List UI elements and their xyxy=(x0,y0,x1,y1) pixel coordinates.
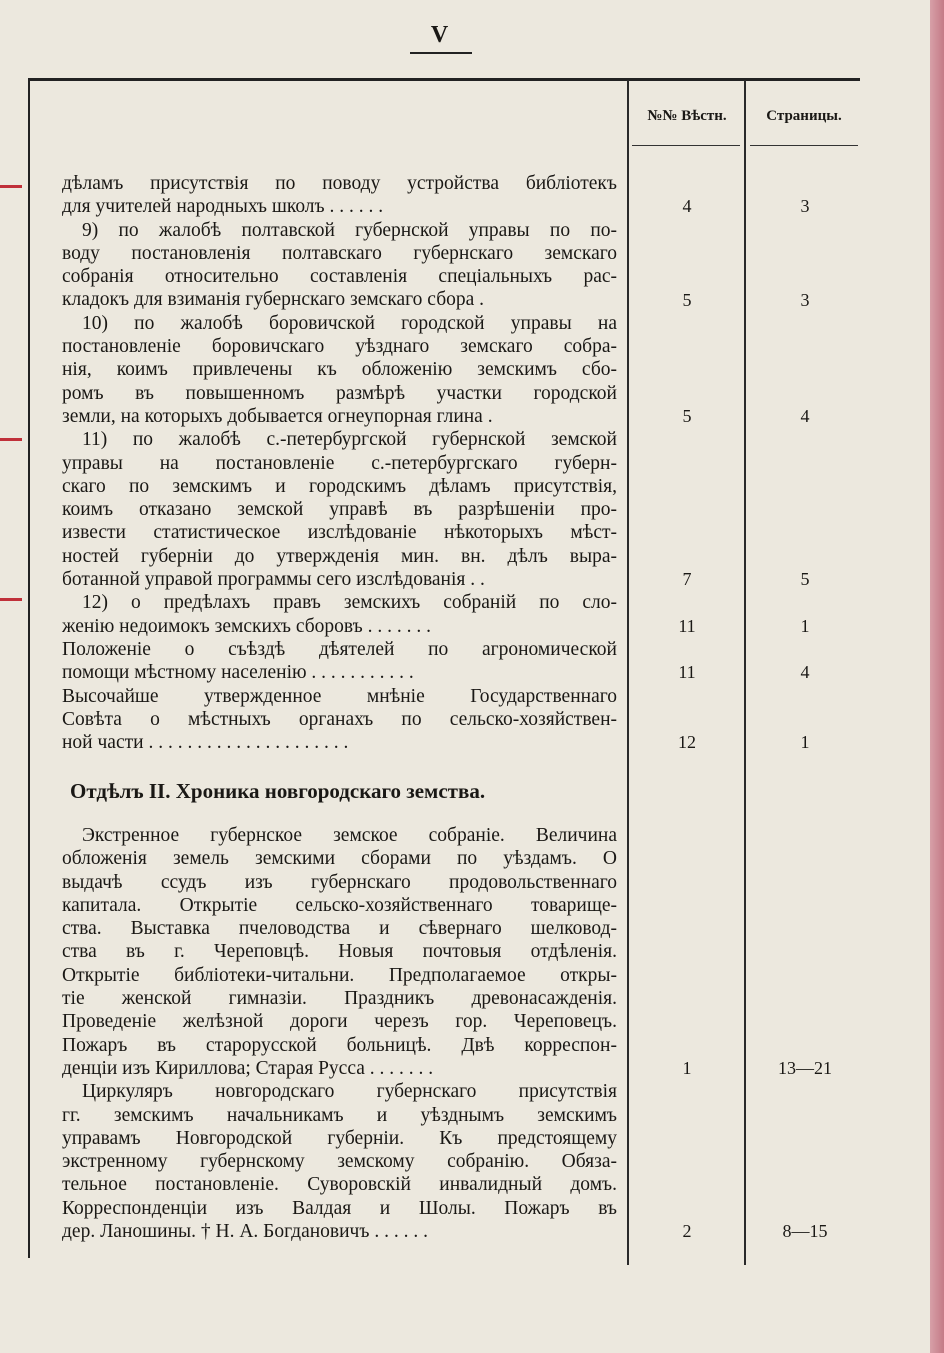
entry-line: помощи мѣстному населенію . . . . . . . . . . . xyxy=(62,662,414,684)
entry-line: ной части . . . . . . . . . . . . . . . . . . . . . xyxy=(62,732,349,754)
entry-line: ства. Выставка пчеловодства и сѣвернаго шелковод- xyxy=(62,918,617,940)
entry-line: Высочайше утвержденное мнѣніе Государственнаго xyxy=(62,685,617,707)
entry-line: для учителей народныхъ школъ . . . . . . xyxy=(62,196,384,218)
entry-line: 9) по жалобѣ полтавской губернской управы по по- xyxy=(82,219,617,241)
margin-mark xyxy=(0,438,22,441)
page-range: 1 xyxy=(800,732,810,753)
entry-line: тіе женской гимназіи. Праздникъ древонасажденія. xyxy=(62,988,617,1010)
entry-line: нія, коимъ привлечены къ обложенію земскимъ сбо- xyxy=(62,359,617,381)
issue-number: 1 xyxy=(682,1058,692,1078)
issue-number: 11 xyxy=(678,615,696,636)
entry-line: 10) по жалобѣ боровичской городской управы на xyxy=(82,312,617,334)
page-range: 8—15 xyxy=(782,1221,828,1242)
entry-line: Совѣта о мѣстныхъ органахъ по сельско-хозяйствен- xyxy=(62,708,617,730)
entry-line: Пожаръ въ старорусской больницѣ. Двѣ корреспон- xyxy=(62,1034,617,1056)
page-range: 13—21 xyxy=(778,1058,832,1078)
entries-block-a xyxy=(62,172,617,754)
page-range: 4 xyxy=(800,406,810,426)
entry-line: тельное постановленіе. Суворовскій инвалидный домъ. xyxy=(62,1174,617,1196)
entry-line: собранія относительно составленія спеціальныхъ рас- xyxy=(62,266,617,288)
entry-line: денціи изъ Кириллова; Старая Русса . . . . . . . xyxy=(62,1057,434,1079)
issue-number: 11 xyxy=(678,662,696,683)
page-range: 5 xyxy=(800,569,810,590)
page-range: 3 xyxy=(800,196,810,217)
column-divider-pages xyxy=(744,80,746,1265)
entry-line: выдачѣ ссудъ изъ губернскаго продовольственнаго xyxy=(62,871,617,893)
entry-line: капитала. Открытіе сельско-хозяйственнаго товарище- xyxy=(62,894,617,916)
header-underline-pages xyxy=(750,145,858,146)
issue-number: 4 xyxy=(682,196,692,217)
entry-line: дер. Ланошины. † Н. А. Богдановичъ . . . . . . xyxy=(62,1221,428,1243)
entry-line: Положеніе о съѣздѣ дѣятелей по агрономической xyxy=(62,638,617,660)
section-title: Отдѣлъ II. Хроника новгородскаго земства. xyxy=(70,779,486,803)
entries-block-b xyxy=(62,824,617,1243)
entry-line: Проведеніе желѣзной дороги черезъ гор. Череповецъ. xyxy=(62,1011,617,1033)
entry-line: ностей губерніи до утвержденія мин. вн. дѣлъ выра- xyxy=(62,545,617,567)
issue-number: 12 xyxy=(678,732,696,753)
entry-line: извести статистическое изслѣдованіе нѣкоторыхъ мѣст- xyxy=(62,522,617,544)
adjacent-page-edge xyxy=(930,0,944,1353)
entry-line: 11) по жалобѣ с.-петербургской губернской земской xyxy=(82,429,617,451)
entry-line: Циркуляръ новгородскаго губернскаго присутствія xyxy=(82,1081,617,1103)
issue-number: 7 xyxy=(682,569,692,590)
entry-line: гг. земскимъ начальникамъ и уѣзднымъ земскимъ xyxy=(62,1104,617,1126)
entry-line: управы на постановленіе с.-петербургскаго губерн- xyxy=(62,452,617,474)
entry-line: коимъ отказано земской управѣ въ разрѣшеніи про- xyxy=(62,499,617,521)
entry-line: женію недоимокъ земскихъ сборовъ . . . . . . . xyxy=(62,615,431,637)
table-left-rule xyxy=(28,78,30,1258)
page-number: V xyxy=(430,22,450,48)
entry-line: воду постановленія полтавскаго губернскаго земскаго xyxy=(62,242,617,264)
column-divider-issue xyxy=(627,80,629,1265)
header-underline-issue xyxy=(632,145,740,146)
margin-mark xyxy=(0,598,22,601)
page-range: 4 xyxy=(800,662,810,683)
entry-line: ства въ г. Череповцѣ. Новыя почтовыя отдѣленія. xyxy=(62,941,617,963)
entry-line: дѣламъ присутствія по поводу устройства библіотекъ xyxy=(62,173,617,194)
page-range: 3 xyxy=(800,289,810,310)
entry-line: ботанной управой программы сего изслѣдованія . . xyxy=(62,569,485,591)
entry-line: экстренному губернскому земскому собранію. Обяза- xyxy=(62,1151,617,1173)
page-range: 1 xyxy=(800,615,810,636)
entry-line: обложенія земель земскими сборами по уѣздамъ. О xyxy=(62,848,617,870)
entry-line: Корреспонденціи изъ Валдая и Шолы. Пожаръ въ xyxy=(62,1197,617,1219)
column-header-issue: №№ Вѣстн. xyxy=(647,108,727,124)
margin-mark xyxy=(0,185,22,188)
issue-number: 5 xyxy=(682,289,692,310)
entry-line: управамъ Новгородской губерніи. Къ предстоящему xyxy=(62,1127,617,1149)
column-header-pages: Страницы. xyxy=(766,108,842,124)
entry-line: ромъ въ повышенномъ размѣрѣ участки городской xyxy=(62,382,617,404)
entry-line: Экстренное губернское земское собраніе. Величина xyxy=(82,825,617,846)
entry-line: Открытіе библіотеки-читальни. Предполагаемое откры- xyxy=(62,964,617,986)
issue-number: 5 xyxy=(682,406,692,426)
table-top-rule xyxy=(28,78,860,81)
entry-line: 12) о предѣлахъ правъ земскихъ собраній по сло- xyxy=(82,592,617,614)
entry-line: скаго по земскимъ и городскимъ дѣламъ присутствія, xyxy=(62,475,617,497)
folio-rule xyxy=(410,52,472,54)
entry-line: кладокъ для взиманія губернскаго земскаго сбора . xyxy=(62,289,485,311)
entry-line: земли, на которыхъ добывается огнеупорная глина . xyxy=(62,405,493,427)
issue-number: 2 xyxy=(682,1221,692,1242)
entry-line: постановленіе боровичскаго уѣзднаго земскаго собра- xyxy=(62,336,617,358)
